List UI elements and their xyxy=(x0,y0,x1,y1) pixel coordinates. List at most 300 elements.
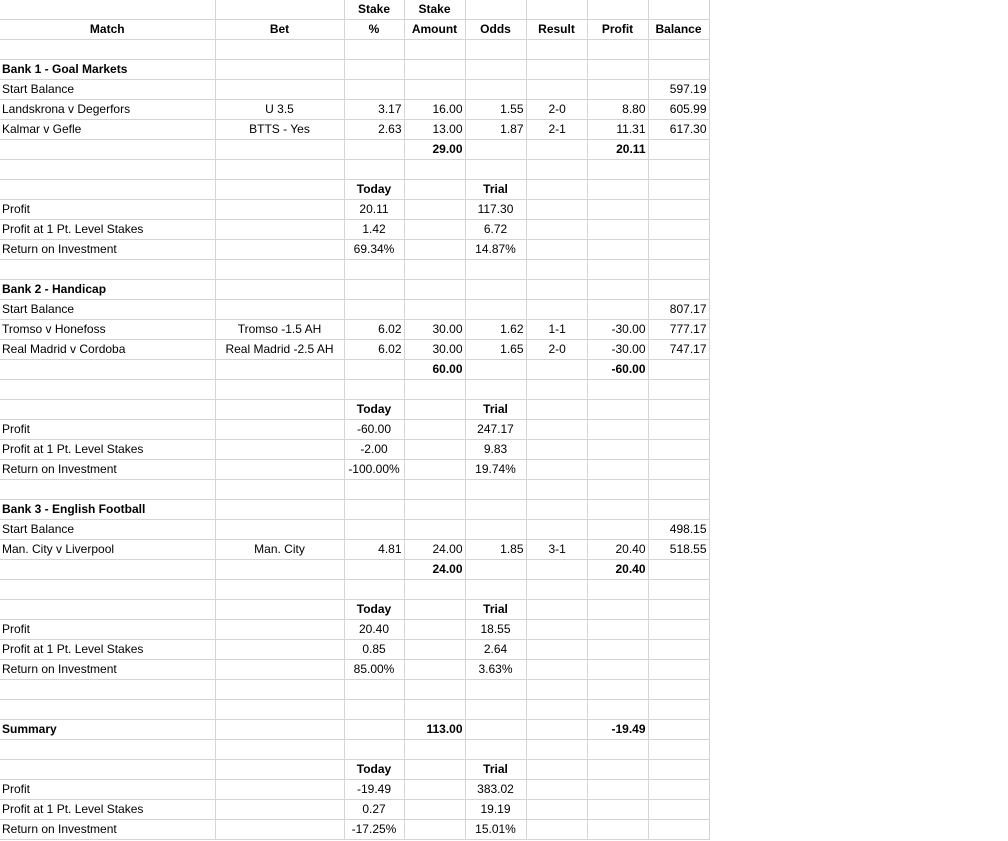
cell-stake-amount[interactable] xyxy=(404,420,465,440)
cell-profit[interactable] xyxy=(587,180,648,200)
cell-balance[interactable] xyxy=(648,280,709,300)
cell-bet[interactable] xyxy=(215,700,344,720)
cell-bet[interactable] xyxy=(215,720,344,740)
cell-odds[interactable]: 6.72 xyxy=(465,220,526,240)
cell-bet[interactable] xyxy=(215,580,344,600)
cell-result[interactable] xyxy=(526,740,587,760)
cell-stake-amount[interactable] xyxy=(404,520,465,540)
cell-profit[interactable] xyxy=(587,660,648,680)
cell-odds[interactable] xyxy=(465,280,526,300)
cell-profit[interactable]: 20.40 xyxy=(587,560,648,580)
cell-stake-amount[interactable] xyxy=(404,220,465,240)
cell-profit[interactable] xyxy=(587,60,648,80)
cell-odds[interactable]: Trial xyxy=(465,760,526,780)
cell-stake-percent[interactable]: -17.25% xyxy=(344,820,404,840)
cell-stake-percent[interactable]: Today xyxy=(344,180,404,200)
cell-result[interactable] xyxy=(526,640,587,660)
cell-profit[interactable] xyxy=(587,40,648,60)
cell-result[interactable]: 2-0 xyxy=(526,340,587,360)
cell-profit[interactable] xyxy=(587,480,648,500)
cell-stake-percent[interactable]: Today xyxy=(344,400,404,420)
cell-result[interactable] xyxy=(526,480,587,500)
cell-stake-percent[interactable]: 2.63 xyxy=(344,120,404,140)
cell-balance[interactable] xyxy=(648,560,709,580)
cell-match[interactable]: Bank 2 - Handicap xyxy=(0,280,215,300)
cell-result[interactable] xyxy=(526,80,587,100)
cell-result[interactable] xyxy=(526,200,587,220)
cell-profit[interactable] xyxy=(587,820,648,840)
cell-result[interactable] xyxy=(526,720,587,740)
cell-match[interactable] xyxy=(0,160,215,180)
cell-result[interactable] xyxy=(526,0,587,20)
cell-balance[interactable] xyxy=(648,580,709,600)
cell-bet[interactable] xyxy=(215,140,344,160)
cell-balance[interactable] xyxy=(648,680,709,700)
cell-bet[interactable]: Tromso -1.5 AH xyxy=(215,320,344,340)
cell-stake-percent[interactable]: 0.85 xyxy=(344,640,404,660)
cell-bet[interactable] xyxy=(215,680,344,700)
cell-stake-amount[interactable]: 60.00 xyxy=(404,360,465,380)
cell-match[interactable] xyxy=(0,380,215,400)
cell-bet[interactable] xyxy=(215,160,344,180)
cell-stake-percent[interactable]: % xyxy=(344,20,404,40)
cell-bet[interactable] xyxy=(215,0,344,20)
cell-profit[interactable] xyxy=(587,0,648,20)
cell-profit[interactable] xyxy=(587,300,648,320)
cell-stake-amount[interactable] xyxy=(404,800,465,820)
cell-match[interactable]: Tromso v Honefoss xyxy=(0,320,215,340)
cell-stake-amount[interactable] xyxy=(404,240,465,260)
cell-odds[interactable] xyxy=(465,300,526,320)
cell-bet[interactable]: U 3.5 xyxy=(215,100,344,120)
cell-profit[interactable] xyxy=(587,280,648,300)
cell-profit[interactable] xyxy=(587,400,648,420)
cell-profit[interactable] xyxy=(587,800,648,820)
cell-result[interactable] xyxy=(526,780,587,800)
cell-stake-amount[interactable] xyxy=(404,260,465,280)
cell-profit[interactable] xyxy=(587,220,648,240)
cell-odds[interactable] xyxy=(465,260,526,280)
cell-balance[interactable] xyxy=(648,400,709,420)
cell-stake-percent[interactable]: Today xyxy=(344,760,404,780)
cell-bet[interactable] xyxy=(215,440,344,460)
cell-profit[interactable]: -30.00 xyxy=(587,320,648,340)
cell-stake-amount[interactable] xyxy=(404,280,465,300)
cell-bet[interactable]: Bet xyxy=(215,20,344,40)
cell-stake-percent[interactable]: 3.17 xyxy=(344,100,404,120)
cell-odds[interactable]: 383.02 xyxy=(465,780,526,800)
cell-odds[interactable]: 14.87% xyxy=(465,240,526,260)
cell-odds[interactable]: 18.55 xyxy=(465,620,526,640)
cell-odds[interactable] xyxy=(465,60,526,80)
cell-stake-percent[interactable]: 69.34% xyxy=(344,240,404,260)
cell-profit[interactable] xyxy=(587,580,648,600)
cell-stake-amount[interactable]: 113.00 xyxy=(404,720,465,740)
cell-stake-percent[interactable] xyxy=(344,280,404,300)
cell-match[interactable]: Return on Investment xyxy=(0,460,215,480)
cell-bet[interactable] xyxy=(215,360,344,380)
cell-bet[interactable] xyxy=(215,420,344,440)
cell-result[interactable] xyxy=(526,420,587,440)
cell-bet[interactable] xyxy=(215,80,344,100)
cell-stake-amount[interactable] xyxy=(404,780,465,800)
cell-stake-amount[interactable] xyxy=(404,640,465,660)
cell-balance[interactable] xyxy=(648,200,709,220)
cell-match[interactable]: Match xyxy=(0,20,215,40)
cell-stake-amount[interactable] xyxy=(404,180,465,200)
cell-bet[interactable] xyxy=(215,560,344,580)
cell-balance[interactable]: 597.19 xyxy=(648,80,709,100)
cell-stake-amount[interactable] xyxy=(404,300,465,320)
cell-result[interactable] xyxy=(526,520,587,540)
cell-odds[interactable]: 117.30 xyxy=(465,200,526,220)
cell-result[interactable]: 3-1 xyxy=(526,540,587,560)
cell-match[interactable] xyxy=(0,680,215,700)
cell-bet[interactable] xyxy=(215,400,344,420)
cell-profit[interactable] xyxy=(587,620,648,640)
cell-profit[interactable]: 11.31 xyxy=(587,120,648,140)
cell-stake-percent[interactable] xyxy=(344,740,404,760)
cell-stake-percent[interactable]: -100.00% xyxy=(344,460,404,480)
cell-stake-percent[interactable] xyxy=(344,360,404,380)
cell-stake-amount[interactable] xyxy=(404,740,465,760)
cell-stake-percent[interactable]: 0.27 xyxy=(344,800,404,820)
cell-match[interactable]: Bank 1 - Goal Markets xyxy=(0,60,215,80)
cell-match[interactable] xyxy=(0,360,215,380)
cell-bet[interactable] xyxy=(215,760,344,780)
cell-profit[interactable]: -19.49 xyxy=(587,720,648,740)
cell-result[interactable] xyxy=(526,240,587,260)
cell-match[interactable] xyxy=(0,180,215,200)
cell-stake-percent[interactable]: Stake xyxy=(344,0,404,20)
cell-balance[interactable] xyxy=(648,440,709,460)
cell-odds[interactable] xyxy=(465,480,526,500)
cell-result[interactable] xyxy=(526,400,587,420)
cell-stake-amount[interactable] xyxy=(404,380,465,400)
cell-profit[interactable] xyxy=(587,260,648,280)
cell-match[interactable]: Return on Investment xyxy=(0,240,215,260)
cell-result[interactable] xyxy=(526,800,587,820)
cell-odds[interactable]: Trial xyxy=(465,600,526,620)
cell-result[interactable] xyxy=(526,60,587,80)
cell-result[interactable] xyxy=(526,260,587,280)
cell-balance[interactable] xyxy=(648,0,709,20)
cell-balance[interactable] xyxy=(648,40,709,60)
cell-bet[interactable] xyxy=(215,600,344,620)
cell-odds[interactable] xyxy=(465,580,526,600)
cell-match[interactable] xyxy=(0,760,215,780)
cell-stake-percent[interactable] xyxy=(344,680,404,700)
cell-match[interactable]: Profit at 1 Pt. Level Stakes xyxy=(0,800,215,820)
cell-stake-amount[interactable] xyxy=(404,700,465,720)
cell-bet[interactable] xyxy=(215,820,344,840)
cell-result[interactable] xyxy=(526,440,587,460)
cell-stake-amount[interactable] xyxy=(404,40,465,60)
cell-odds[interactable]: 1.55 xyxy=(465,100,526,120)
cell-odds[interactable] xyxy=(465,360,526,380)
cell-match[interactable] xyxy=(0,580,215,600)
cell-odds[interactable]: Trial xyxy=(465,400,526,420)
cell-profit[interactable] xyxy=(587,500,648,520)
cell-balance[interactable] xyxy=(648,480,709,500)
cell-balance[interactable] xyxy=(648,700,709,720)
cell-balance[interactable] xyxy=(648,620,709,640)
cell-stake-percent[interactable]: -2.00 xyxy=(344,440,404,460)
cell-stake-percent[interactable]: 85.00% xyxy=(344,660,404,680)
cell-odds[interactable] xyxy=(465,0,526,20)
cell-bet[interactable] xyxy=(215,740,344,760)
cell-match[interactable] xyxy=(0,40,215,60)
cell-result[interactable] xyxy=(526,660,587,680)
cell-stake-amount[interactable]: 29.00 xyxy=(404,140,465,160)
cell-bet[interactable] xyxy=(215,460,344,480)
cell-stake-percent[interactable] xyxy=(344,380,404,400)
cell-odds[interactable] xyxy=(465,560,526,580)
cell-result[interactable] xyxy=(526,220,587,240)
cell-stake-amount[interactable]: 24.00 xyxy=(404,560,465,580)
cell-balance[interactable]: 617.30 xyxy=(648,120,709,140)
cell-result[interactable] xyxy=(526,460,587,480)
cell-match[interactable] xyxy=(0,260,215,280)
cell-stake-percent[interactable]: 4.81 xyxy=(344,540,404,560)
cell-balance[interactable]: 605.99 xyxy=(648,100,709,120)
cell-balance[interactable]: 777.17 xyxy=(648,320,709,340)
cell-stake-amount[interactable] xyxy=(404,80,465,100)
cell-profit[interactable]: -30.00 xyxy=(587,340,648,360)
cell-profit[interactable] xyxy=(587,740,648,760)
cell-match[interactable]: Start Balance xyxy=(0,520,215,540)
cell-balance[interactable] xyxy=(648,600,709,620)
cell-balance[interactable] xyxy=(648,160,709,180)
cell-stake-amount[interactable] xyxy=(404,580,465,600)
cell-balance[interactable] xyxy=(648,360,709,380)
cell-match[interactable]: Bank 3 - English Football xyxy=(0,500,215,520)
cell-odds[interactable]: 3.63% xyxy=(465,660,526,680)
cell-odds[interactable]: 19.19 xyxy=(465,800,526,820)
cell-stake-amount[interactable] xyxy=(404,680,465,700)
cell-result[interactable] xyxy=(526,360,587,380)
cell-stake-percent[interactable] xyxy=(344,300,404,320)
cell-match[interactable]: Landskrona v Degerfors xyxy=(0,100,215,120)
cell-stake-amount[interactable] xyxy=(404,600,465,620)
cell-stake-percent[interactable] xyxy=(344,580,404,600)
cell-result[interactable] xyxy=(526,760,587,780)
cell-result[interactable] xyxy=(526,180,587,200)
cell-stake-percent[interactable] xyxy=(344,720,404,740)
cell-result[interactable] xyxy=(526,700,587,720)
cell-bet[interactable] xyxy=(215,500,344,520)
cell-balance[interactable]: 807.17 xyxy=(648,300,709,320)
cell-profit[interactable]: -60.00 xyxy=(587,360,648,380)
cell-bet[interactable] xyxy=(215,60,344,80)
cell-match[interactable] xyxy=(0,740,215,760)
cell-result[interactable] xyxy=(526,160,587,180)
cell-profit[interactable] xyxy=(587,440,648,460)
cell-bet[interactable] xyxy=(215,380,344,400)
cell-odds[interactable] xyxy=(465,720,526,740)
cell-odds[interactable]: Odds xyxy=(465,20,526,40)
cell-match[interactable]: Kalmar v Gefle xyxy=(0,120,215,140)
cell-match[interactable]: Return on Investment xyxy=(0,660,215,680)
cell-bet[interactable] xyxy=(215,800,344,820)
cell-stake-amount[interactable] xyxy=(404,160,465,180)
cell-profit[interactable] xyxy=(587,520,648,540)
cell-stake-amount[interactable] xyxy=(404,500,465,520)
cell-odds[interactable]: 1.85 xyxy=(465,540,526,560)
cell-balance[interactable] xyxy=(648,640,709,660)
cell-odds[interactable] xyxy=(465,380,526,400)
cell-match[interactable] xyxy=(0,480,215,500)
cell-stake-percent[interactable]: Today xyxy=(344,600,404,620)
cell-match[interactable] xyxy=(0,600,215,620)
cell-odds[interactable] xyxy=(465,160,526,180)
cell-balance[interactable] xyxy=(648,140,709,160)
cell-profit[interactable] xyxy=(587,200,648,220)
cell-stake-amount[interactable] xyxy=(404,660,465,680)
cell-profit[interactable] xyxy=(587,680,648,700)
cell-bet[interactable] xyxy=(215,620,344,640)
cell-result[interactable]: 2-0 xyxy=(526,100,587,120)
cell-stake-percent[interactable] xyxy=(344,700,404,720)
cell-match[interactable]: Profit xyxy=(0,620,215,640)
cell-bet[interactable]: Real Madrid -2.5 AH xyxy=(215,340,344,360)
cell-profit[interactable] xyxy=(587,460,648,480)
cell-stake-percent[interactable] xyxy=(344,80,404,100)
cell-odds[interactable]: 19.74% xyxy=(465,460,526,480)
cell-result[interactable] xyxy=(526,500,587,520)
cell-profit[interactable] xyxy=(587,380,648,400)
cell-odds[interactable] xyxy=(465,700,526,720)
cell-match[interactable]: Summary xyxy=(0,720,215,740)
cell-bet[interactable] xyxy=(215,260,344,280)
cell-match[interactable]: Profit xyxy=(0,420,215,440)
cell-result[interactable] xyxy=(526,280,587,300)
cell-stake-amount[interactable] xyxy=(404,760,465,780)
cell-balance[interactable] xyxy=(648,380,709,400)
cell-balance[interactable] xyxy=(648,420,709,440)
cell-bet[interactable] xyxy=(215,240,344,260)
cell-profit[interactable] xyxy=(587,240,648,260)
cell-balance[interactable] xyxy=(648,500,709,520)
cell-result[interactable] xyxy=(526,620,587,640)
cell-stake-amount[interactable] xyxy=(404,620,465,640)
cell-profit[interactable] xyxy=(587,160,648,180)
cell-balance[interactable] xyxy=(648,760,709,780)
cell-odds[interactable] xyxy=(465,500,526,520)
cell-match[interactable] xyxy=(0,140,215,160)
cell-stake-percent[interactable] xyxy=(344,520,404,540)
cell-balance[interactable] xyxy=(648,820,709,840)
cell-stake-percent[interactable]: -60.00 xyxy=(344,420,404,440)
cell-stake-percent[interactable] xyxy=(344,260,404,280)
cell-odds[interactable]: Trial xyxy=(465,180,526,200)
cell-stake-percent[interactable]: -19.49 xyxy=(344,780,404,800)
cell-profit[interactable] xyxy=(587,760,648,780)
cell-bet[interactable] xyxy=(215,180,344,200)
cell-balance[interactable] xyxy=(648,60,709,80)
cell-result[interactable] xyxy=(526,380,587,400)
cell-balance[interactable] xyxy=(648,660,709,680)
cell-result[interactable] xyxy=(526,820,587,840)
cell-stake-percent[interactable]: 20.40 xyxy=(344,620,404,640)
cell-match[interactable]: Profit at 1 Pt. Level Stakes xyxy=(0,440,215,460)
cell-bet[interactable] xyxy=(215,480,344,500)
cell-match[interactable]: Return on Investment xyxy=(0,820,215,840)
cell-stake-percent[interactable] xyxy=(344,160,404,180)
cell-balance[interactable] xyxy=(648,260,709,280)
cell-bet[interactable] xyxy=(215,200,344,220)
cell-odds[interactable]: 247.17 xyxy=(465,420,526,440)
cell-balance[interactable]: Balance xyxy=(648,20,709,40)
cell-stake-amount[interactable] xyxy=(404,440,465,460)
cell-profit[interactable] xyxy=(587,600,648,620)
cell-odds[interactable]: 2.64 xyxy=(465,640,526,660)
cell-odds[interactable] xyxy=(465,40,526,60)
cell-stake-amount[interactable]: 16.00 xyxy=(404,100,465,120)
cell-balance[interactable] xyxy=(648,240,709,260)
cell-odds[interactable]: 1.62 xyxy=(465,320,526,340)
cell-result[interactable] xyxy=(526,40,587,60)
cell-result[interactable] xyxy=(526,600,587,620)
cell-match[interactable]: Profit xyxy=(0,780,215,800)
cell-stake-amount[interactable]: 30.00 xyxy=(404,340,465,360)
cell-stake-amount[interactable]: Stake xyxy=(404,0,465,20)
cell-result[interactable] xyxy=(526,560,587,580)
cell-odds[interactable] xyxy=(465,80,526,100)
cell-balance[interactable] xyxy=(648,460,709,480)
cell-odds[interactable] xyxy=(465,680,526,700)
cell-result[interactable] xyxy=(526,300,587,320)
cell-profit[interactable]: 20.11 xyxy=(587,140,648,160)
cell-match[interactable]: Start Balance xyxy=(0,80,215,100)
cell-match[interactable] xyxy=(0,400,215,420)
cell-stake-amount[interactable] xyxy=(404,820,465,840)
cell-match[interactable]: Profit at 1 Pt. Level Stakes xyxy=(0,220,215,240)
cell-profit[interactable] xyxy=(587,420,648,440)
cell-result[interactable]: 1-1 xyxy=(526,320,587,340)
cell-stake-amount[interactable] xyxy=(404,460,465,480)
cell-bet[interactable] xyxy=(215,280,344,300)
cell-bet[interactable]: Man. City xyxy=(215,540,344,560)
cell-result[interactable] xyxy=(526,140,587,160)
cell-result[interactable]: Result xyxy=(526,20,587,40)
cell-odds[interactable]: 9.83 xyxy=(465,440,526,460)
cell-stake-amount[interactable] xyxy=(404,60,465,80)
cell-balance[interactable]: 518.55 xyxy=(648,540,709,560)
cell-match[interactable]: Start Balance xyxy=(0,300,215,320)
cell-profit[interactable]: 20.40 xyxy=(587,540,648,560)
cell-odds[interactable] xyxy=(465,740,526,760)
cell-stake-percent[interactable]: 20.11 xyxy=(344,200,404,220)
cell-odds[interactable]: 1.87 xyxy=(465,120,526,140)
cell-match[interactable]: Man. City v Liverpool xyxy=(0,540,215,560)
cell-stake-amount[interactable] xyxy=(404,480,465,500)
cell-balance[interactable]: 498.15 xyxy=(648,520,709,540)
cell-stake-percent[interactable] xyxy=(344,40,404,60)
cell-stake-percent[interactable] xyxy=(344,140,404,160)
cell-stake-percent[interactable]: 1.42 xyxy=(344,220,404,240)
cell-balance[interactable]: 747.17 xyxy=(648,340,709,360)
cell-profit[interactable]: 8.80 xyxy=(587,100,648,120)
cell-balance[interactable] xyxy=(648,180,709,200)
cell-profit[interactable] xyxy=(587,780,648,800)
cell-odds[interactable]: 1.65 xyxy=(465,340,526,360)
cell-bet[interactable] xyxy=(215,300,344,320)
cell-profit[interactable]: Profit xyxy=(587,20,648,40)
cell-match[interactable] xyxy=(0,560,215,580)
cell-bet[interactable] xyxy=(215,660,344,680)
cell-stake-percent[interactable]: 6.02 xyxy=(344,320,404,340)
